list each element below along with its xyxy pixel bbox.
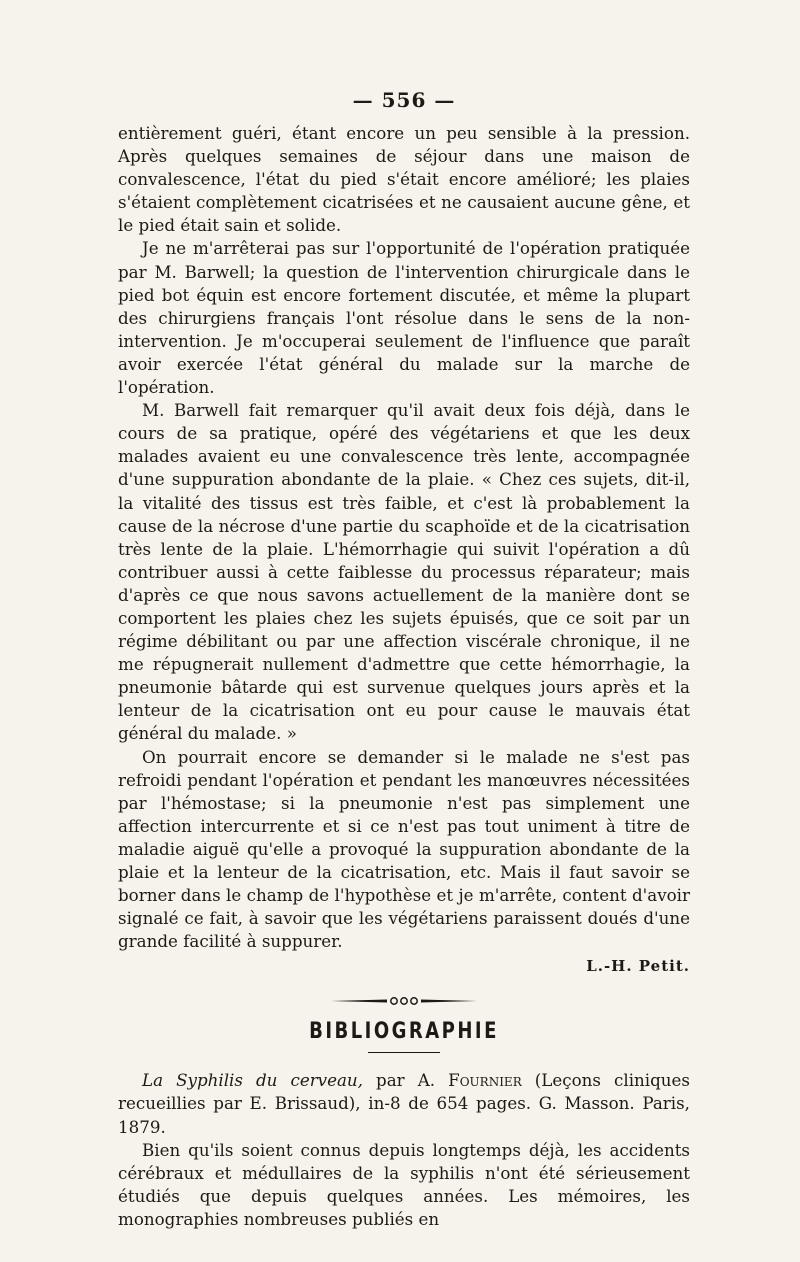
paragraph: On pourrait encore se demander si le malade ne s'est pas refroidi pendant l'opération et pendant les manœuvres nécessitées par l'hémostase; si la pneumonie n'est pas simplement une affection intercurrente et si ce n'est pas tout uniment à titre de maladie aiguë qu'elle a provoqué la suppuration abondante de la plaie et la lenteur de la cicatrisation, etc. Mais il faut savoir se borner dans le champ de l'hypothèse et je m'arrête, content d'avoir signalé ce fait, à savoir que les végétariens paraissent doués d'une grande facilité à suppurer. [118,746,690,952]
ornament-divider-icon [329,994,479,1008]
paragraph: Je ne m'arrêterai pas sur l'opportunité de l'opération pratiquée par M. Barwell; la question de l'intervention chirurgicale dans le pied bot équin est encore fortement discutée, et même la plupart des chirurgiens français l'ont résolue dans le sens de la non-intervention. Je m'occuperai seulement de l'influence que paraît avoir exercée l'état général du malade sur la marche de l'opération. [118,238,690,398]
paragraph: Bien qu'ils soient connus depuis longtemps déjà, les accidents cérébraux et médullaires de la syphilis n'ont été sérieusement étudiés que depuis quelques années. Les mémoires, les monographies nombreuses publiés en [118,1139,690,1229]
heading-rule [368,1052,440,1053]
author-signature: L.-H. Petit. [586,957,690,976]
reference-text: par A. [363,1070,449,1091]
book-title: La Syphilis du cerveau, [142,1070,363,1091]
reference-author: Fournier [448,1070,522,1091]
paragraph: M. Barwell fait remarquer qu'il avait deux fois déjà, dans le cours de sa pratique, opéré des végétariens et que les deux malades avaient eu une convalescence très lente, accompagnée d'une suppuration abondante de la plaie. « Chez ces sujets, dit-il, la vitalité des tissus est très faible, et c'est là probablement la cause de la nécrose d'une partie du scaphoïde et de la cicatrisation très lente de la plaie. L'hémorrhagie qui suivit l'opération a dû contribuer aussi à cette faiblesse du processus réparateur; mais d'après ce que nous savons actuellement de la manière dont se comportent les plaies chez les sujets épuisés, que ce soit par un régime débilitant ou par une affection viscérale chronique, il ne me répugnerait nullement d'admettre que cette hémorrhagie, la pneumonie bâtarde qui est survenue quelques jours après et la lenteur de la cicatrisation ont eu pour cause le mauvais état général du malade. » [118,400,690,744]
paragraph-continued: entièrement guéri, étant encore un peu sensible à la pression. Après quelques semaines de séjour dans une maison de convalescence, l'état du pied s'était encore amélioré; les plaies s'étaient complètement cicatrisées et ne causaient aucune gêne, et le pied était sain et solide. [118,123,690,236]
article-body [118,122,690,953]
reference-text: (Leçons cliniques recueillies par E. Brissaud), in-8 de 654 pages. G. Masson. Paris, 1879. [118,1070,690,1137]
review-body [118,1139,690,1231]
ornament-divider [118,991,690,1011]
bibliography-entry [118,1069,690,1138]
section-heading: BIBLIOGRAPHIE [309,1019,499,1045]
page-number: — 556 — [352,88,456,112]
